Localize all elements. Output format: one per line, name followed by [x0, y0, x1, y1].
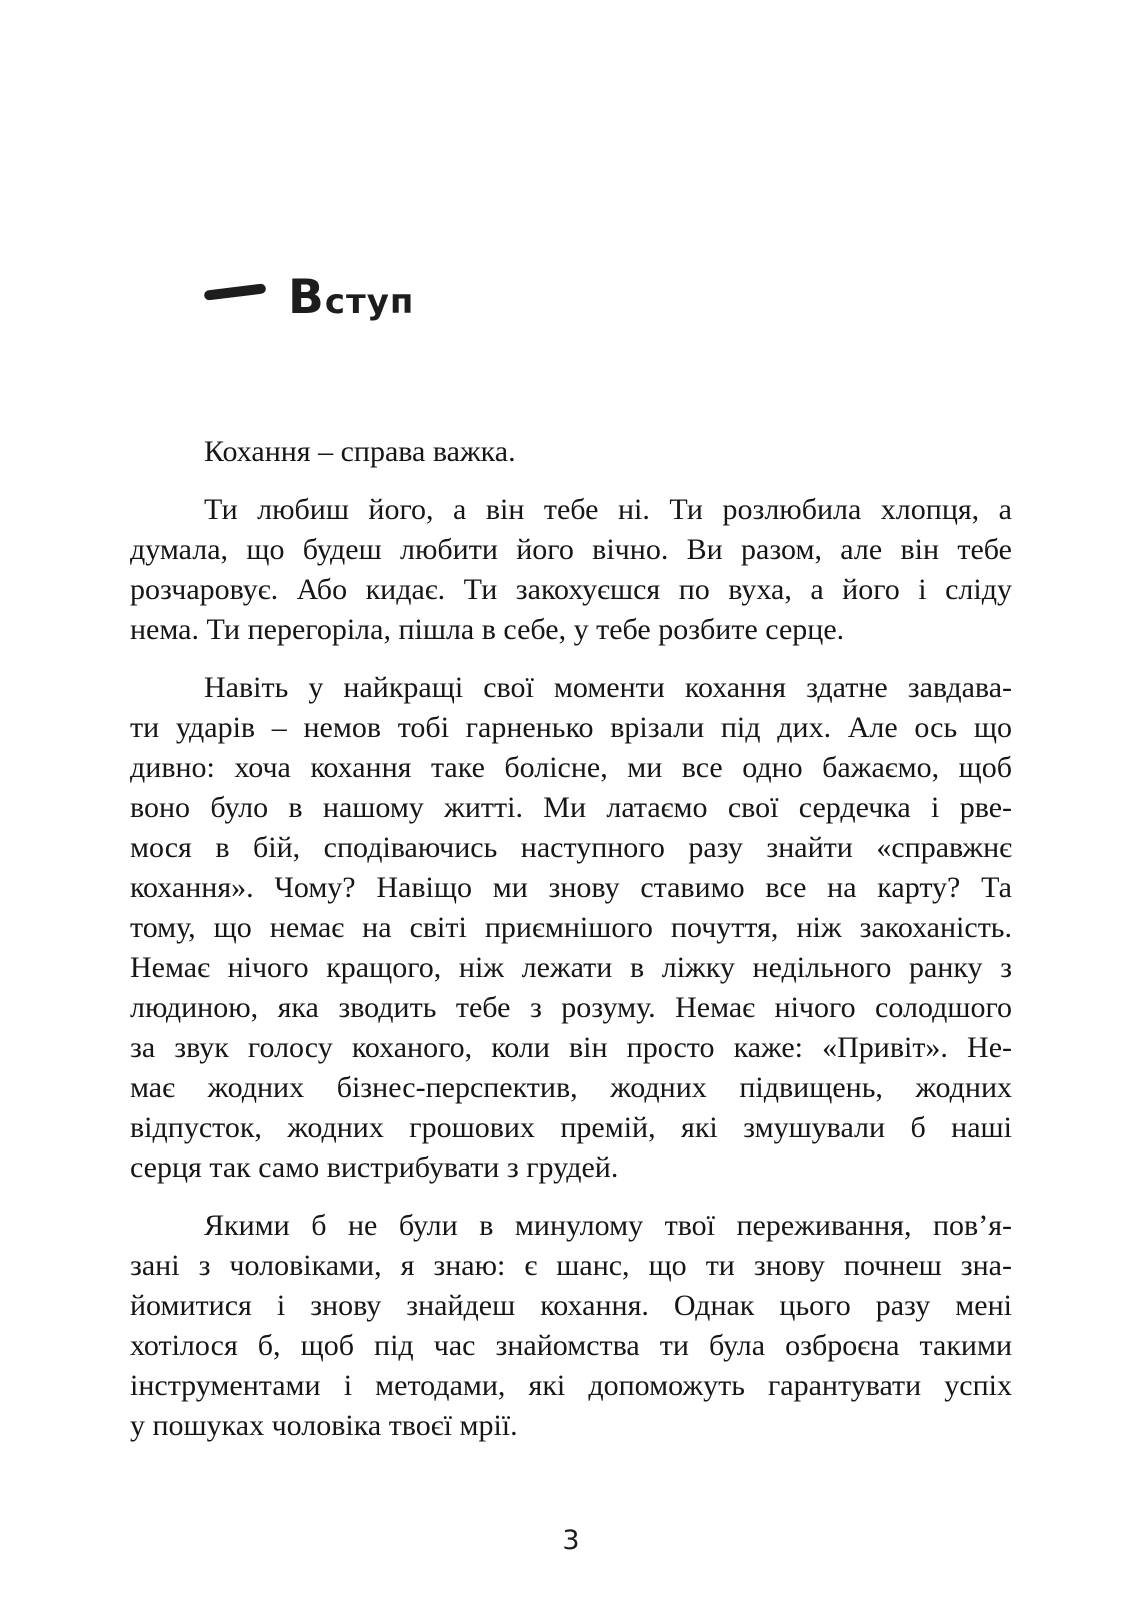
text-line: дивно: хоча кохання таке болісне, ми все одно бажаємо, щоб — [130, 751, 1012, 784]
chapter-title: Вступ — [288, 270, 415, 325]
text-line: Немає нічого кращого, ніж лежати в ліжку недільного ранку з — [130, 951, 1012, 984]
text-line: Навіть у найкращі свої моменти кохання здатне завдава- — [204, 671, 1012, 704]
text-line: має жодних бізнес-перспектив, жодних підвищень, жодних — [130, 1071, 1012, 1104]
page-number: 3 — [562, 1525, 580, 1556]
text-line: Якими б не були в минулому твої переживання, пов’я- — [204, 1209, 1012, 1242]
text-line: інструментами і методами, які допоможуть гарантувати успіх — [130, 1369, 1012, 1402]
text-line: йомитися і знову знайдеш кохання. Однак цього разу мені — [130, 1289, 1012, 1322]
text-line: нема. Ти перегоріла, пішла в себе, у тебе розбите серце. — [130, 613, 845, 646]
text-line: за звук голосу коханого, коли він просто каже: «Привіт». Не- — [130, 1031, 1012, 1064]
text-line: Кохання – справа важка. — [204, 435, 516, 468]
text-line: Ти любиш його, а він тебе ні. Ти розлюбила хлопця, а — [204, 493, 1012, 526]
text-line: думала, що будеш любити його вічно. Ви разом, але він тебе — [130, 533, 1012, 566]
text-line: у пошуках чоловіка твоєї мрії. — [130, 1409, 518, 1442]
text-line: воно було в нашому житті. Ми латаємо свої сердечка і рве- — [130, 791, 1012, 824]
paragraph — [130, 432, 1012, 472]
heading-dash-icon — [204, 283, 267, 300]
text-line: мося в бій, сподіваючись наступного разу знайти «справжнє — [130, 831, 1012, 864]
paragraph — [130, 490, 1012, 650]
text-line: кохання». Чому? Навіщо ми знову ставимо все на карту? Та — [130, 871, 1012, 904]
text-line: людиною, яка зводить тебе з розуму. Немає нічого солодшого — [130, 991, 1012, 1024]
text-line: розчаровує. Або кидає. Ти закохуєшся по вуха, а його і сліду — [130, 573, 1012, 606]
text-line: серця так само вистрибувати з грудей. — [130, 1151, 619, 1184]
paragraph — [130, 1206, 1012, 1446]
paragraph — [130, 668, 1012, 1188]
text-line: відпусток, жодних грошових премій, які змушували б наші — [130, 1111, 1012, 1144]
text-line: хотілося б, щоб під час знайомства ти була озброєна такими — [130, 1329, 1012, 1362]
body-text — [130, 432, 1012, 1464]
text-line: ти ударів – немов тобі гарненько врізали під дих. Але ось що — [130, 711, 1012, 744]
text-line: зані з чоловіками, я знаю: є шанс, що ти знову почнеш зна- — [130, 1249, 1012, 1282]
text-line: тому, що немає на світі приємнішого почуття, ніж закоханість. — [130, 911, 1012, 944]
